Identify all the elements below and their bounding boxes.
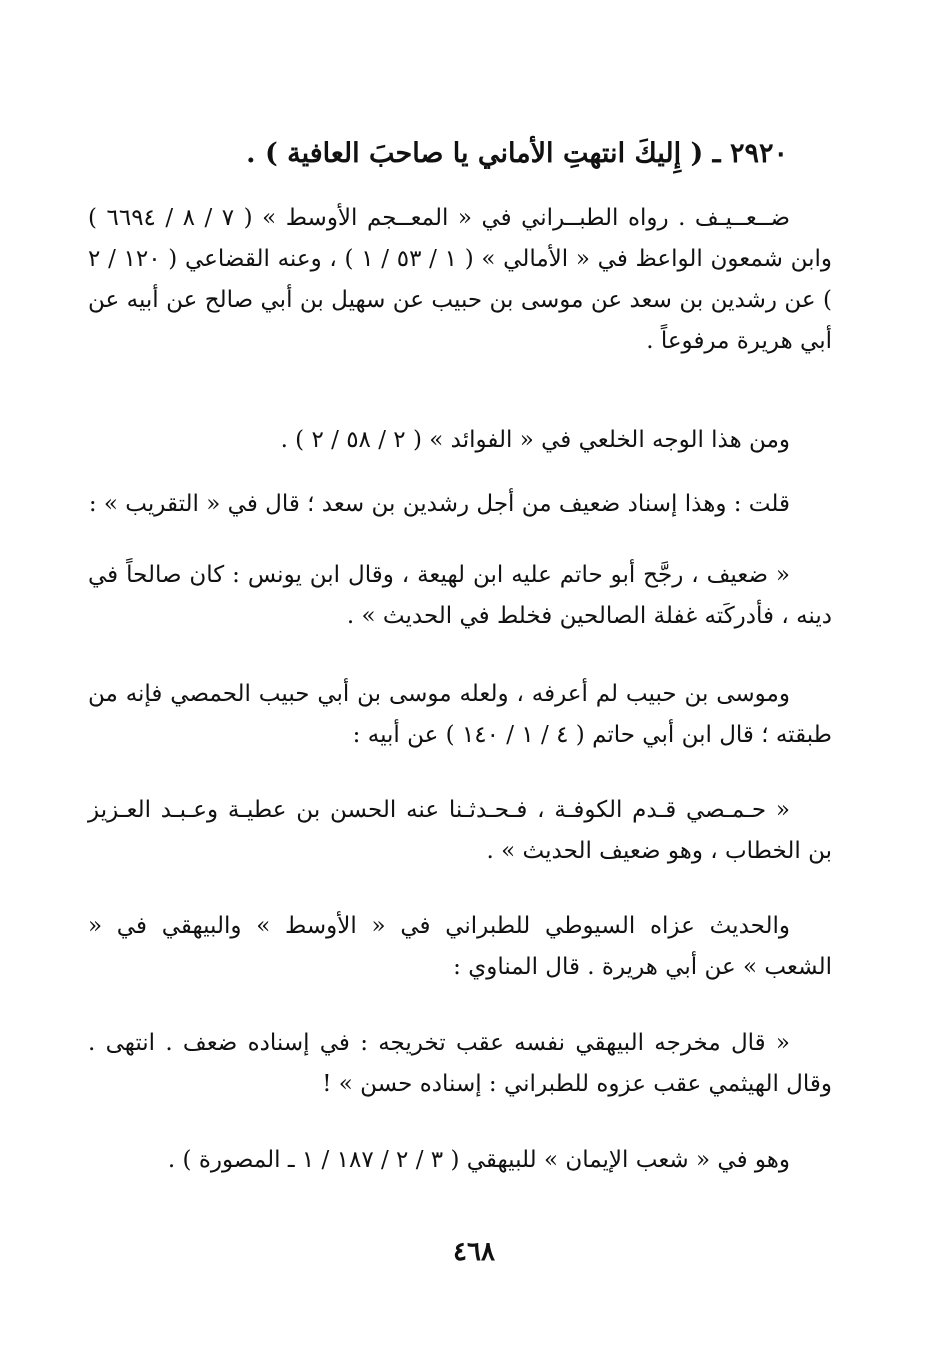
paragraph-isnad-comment: قلت : وهذا إسناد ضعيف من أجل رشدين بن سعد ؛ قال في « التقريب » : — [88, 491, 790, 517]
paragraph-abu-hatim-quote: « حـمـصي قـدم الكوفـة ، فـحـدثـنا عنه الحسن بن عطيـة وعـبـد العـزيز بن الخطاب ، وهو ضعيف الحديث » . — [88, 797, 832, 864]
page-number: ٤٦٨ — [453, 1237, 495, 1267]
paragraph-shuab-reference: وهو في « شعب الإيمان » للبيهقي ( ٣ / ٢ / ١٨٧ / ١ ـ المصورة ) . — [167, 1147, 790, 1173]
hadith-heading: ٢٩٢٠ ـ ( إِليكَ انتهتِ الأماني يا صاحبَ العافية ) . — [246, 138, 788, 169]
paragraph-khalai: ومن هذا الوجه الخلعي في « الفوائد » ( ٢ / ٥٨ / ٢ ) . — [280, 427, 790, 453]
paragraph-suyuti: والحديث عزاه السيوطي للطبراني في « الأوسط » والبيهقي في « الشعب » عن أبي هريرة . قال المناوي : — [88, 913, 832, 980]
paragraph-takhrij: ضــعــيـف . رواه الطبــراني في « المعــجم الأوسط » ( ٧ / ٨ / ٦٦٩٤ ) وابن شمعون الواعظ في « الأمالي » ( ١ / ٥٣ / ١ ) ، وعنه القضاعي ( ١٢٠ / ٢ ) عن رشدين بن سعد عن موسى بن حبيب عن سهيل بن أبي صالح عن أبيه عن أبي هريرة مرفوعاً . — [88, 205, 833, 354]
paragraph-taqrib-quote: « ضعيف ، رجَّح أبو حاتم عليه ابن لهيعة ، وقال ابن يونس : كان صالحاً في دينه ، فأدركَته غفلة الصالحين فخلط في الحديث » . — [88, 562, 832, 629]
paragraph-munawi-quote: « قال مخرجه البيهقي نفسه عقب تخريجه : في إسناده ضعف . انتهى . وقال الهيثمي عقب عزوه للطبراني : إسناده حسن » ! — [88, 1030, 832, 1097]
paragraph-musa-ibn-habib: وموسى بن حبيب لم أعرفه ، ولعله موسى بن أبي حبيب الحمصي فإنه من طبقته ؛ قال ابن أبي حاتم ( ٤ / ١ / ١٤٠ ) عن أبيه : — [88, 681, 832, 748]
